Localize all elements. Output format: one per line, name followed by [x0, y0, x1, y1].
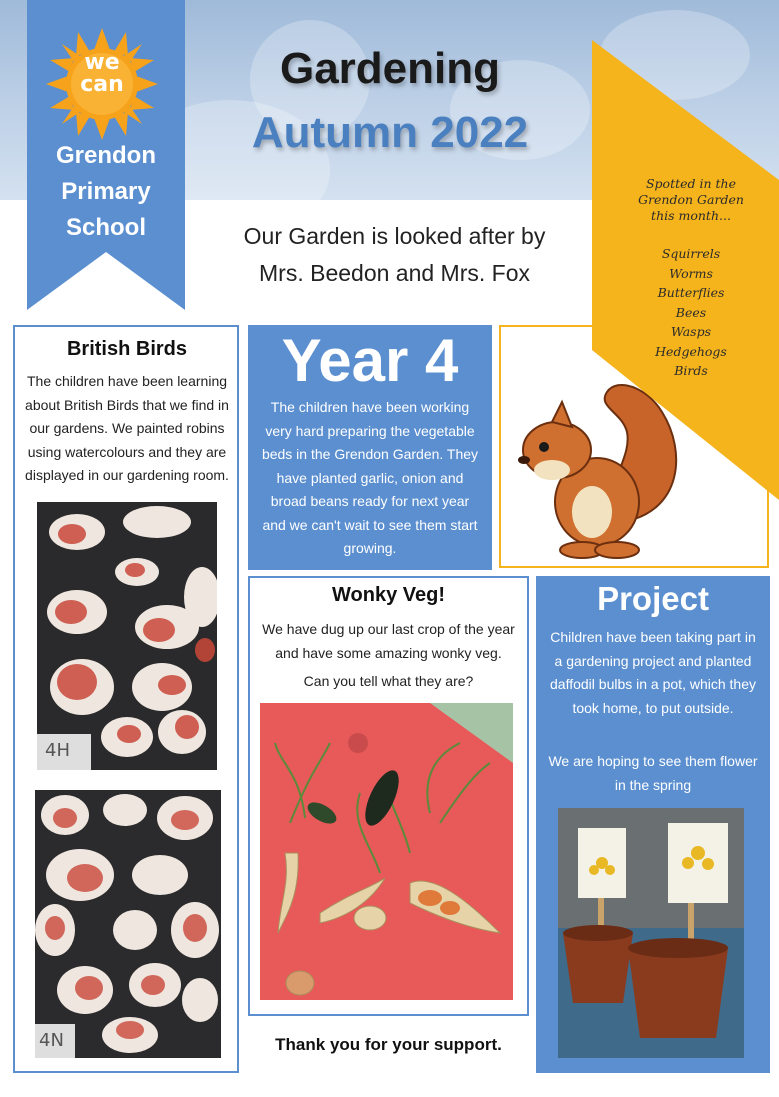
- year4-text: The children have been working very hard preparing the vegetable beds in the Grendon Garden. They have planted garlic, onion and broad beans ready for next year and we can't wait to see them start growing.: [261, 399, 479, 556]
- school-name-line3: School: [65, 214, 146, 241]
- project-title: Project: [597, 580, 709, 617]
- project-text: Children have been taking part in a gardening project and planted daffodil bulbs in a pot, which they took home, to put outside.: [550, 629, 756, 716]
- wonky-veg-question: Can you tell what they are?: [303, 673, 474, 689]
- spotted-item: Birds: [674, 363, 708, 378]
- page-subtitle: Autumn 2022: [251, 108, 529, 157]
- logo-text-top: we: [84, 50, 120, 75]
- caretakers-text: [222, 218, 567, 292]
- spotted-item: Wasps: [670, 324, 712, 339]
- wonky-veg-photo: [260, 703, 513, 1000]
- spotted-list: [620, 244, 762, 381]
- year4-title: Year 4: [281, 327, 459, 394]
- page-title: Gardening: [279, 44, 501, 93]
- school-name-line1: Grendon: [56, 142, 156, 169]
- project-text-2: We are hoping to see them flower in the spring: [548, 753, 758, 793]
- spotted-item: Butterflies: [657, 285, 725, 300]
- spotted-item: Hedgehogs: [655, 343, 727, 359]
- robins-photo-2: [35, 790, 221, 1058]
- school-name: [27, 138, 185, 246]
- spotted-item: Bees: [675, 304, 707, 320]
- robins-photo-1: [37, 502, 217, 770]
- spotted-item: Worms: [669, 265, 713, 281]
- spotted-intro-line3: this month...: [651, 208, 731, 223]
- caretakers-line1: Our Garden is looked after by: [243, 223, 546, 249]
- school-name-line2: Primary: [61, 178, 151, 205]
- caretakers-line2: Mrs. Beedon and Mrs. Fox: [259, 260, 530, 286]
- spotted-intro-line1: Spotted in the: [645, 176, 736, 191]
- logo-text-bottom: can: [80, 72, 124, 97]
- british-birds-text: The children have been learning about British Birds that we find in our gardens. We painted robins using watercolours and they are displayed in our gardening room.: [25, 373, 229, 483]
- british-birds-title: British Birds: [66, 338, 188, 360]
- photo-label-4n: 4N: [39, 1030, 64, 1051]
- wonky-veg-title: Wonky Veg!: [332, 584, 445, 606]
- spotted-item: Squirrels: [661, 246, 721, 261]
- wonky-veg-text: We have dug up our last crop of the year and have some amazing wonky veg.: [262, 621, 515, 661]
- daffodil-photo: [558, 808, 744, 1058]
- spotted-intro: [620, 176, 762, 224]
- photo-label-4h: 4H: [45, 740, 70, 761]
- logo-text: [64, 52, 140, 96]
- thank-you-text: Thank you for your support.: [275, 1035, 502, 1054]
- spotted-intro-line2: Grendon Garden: [638, 192, 744, 207]
